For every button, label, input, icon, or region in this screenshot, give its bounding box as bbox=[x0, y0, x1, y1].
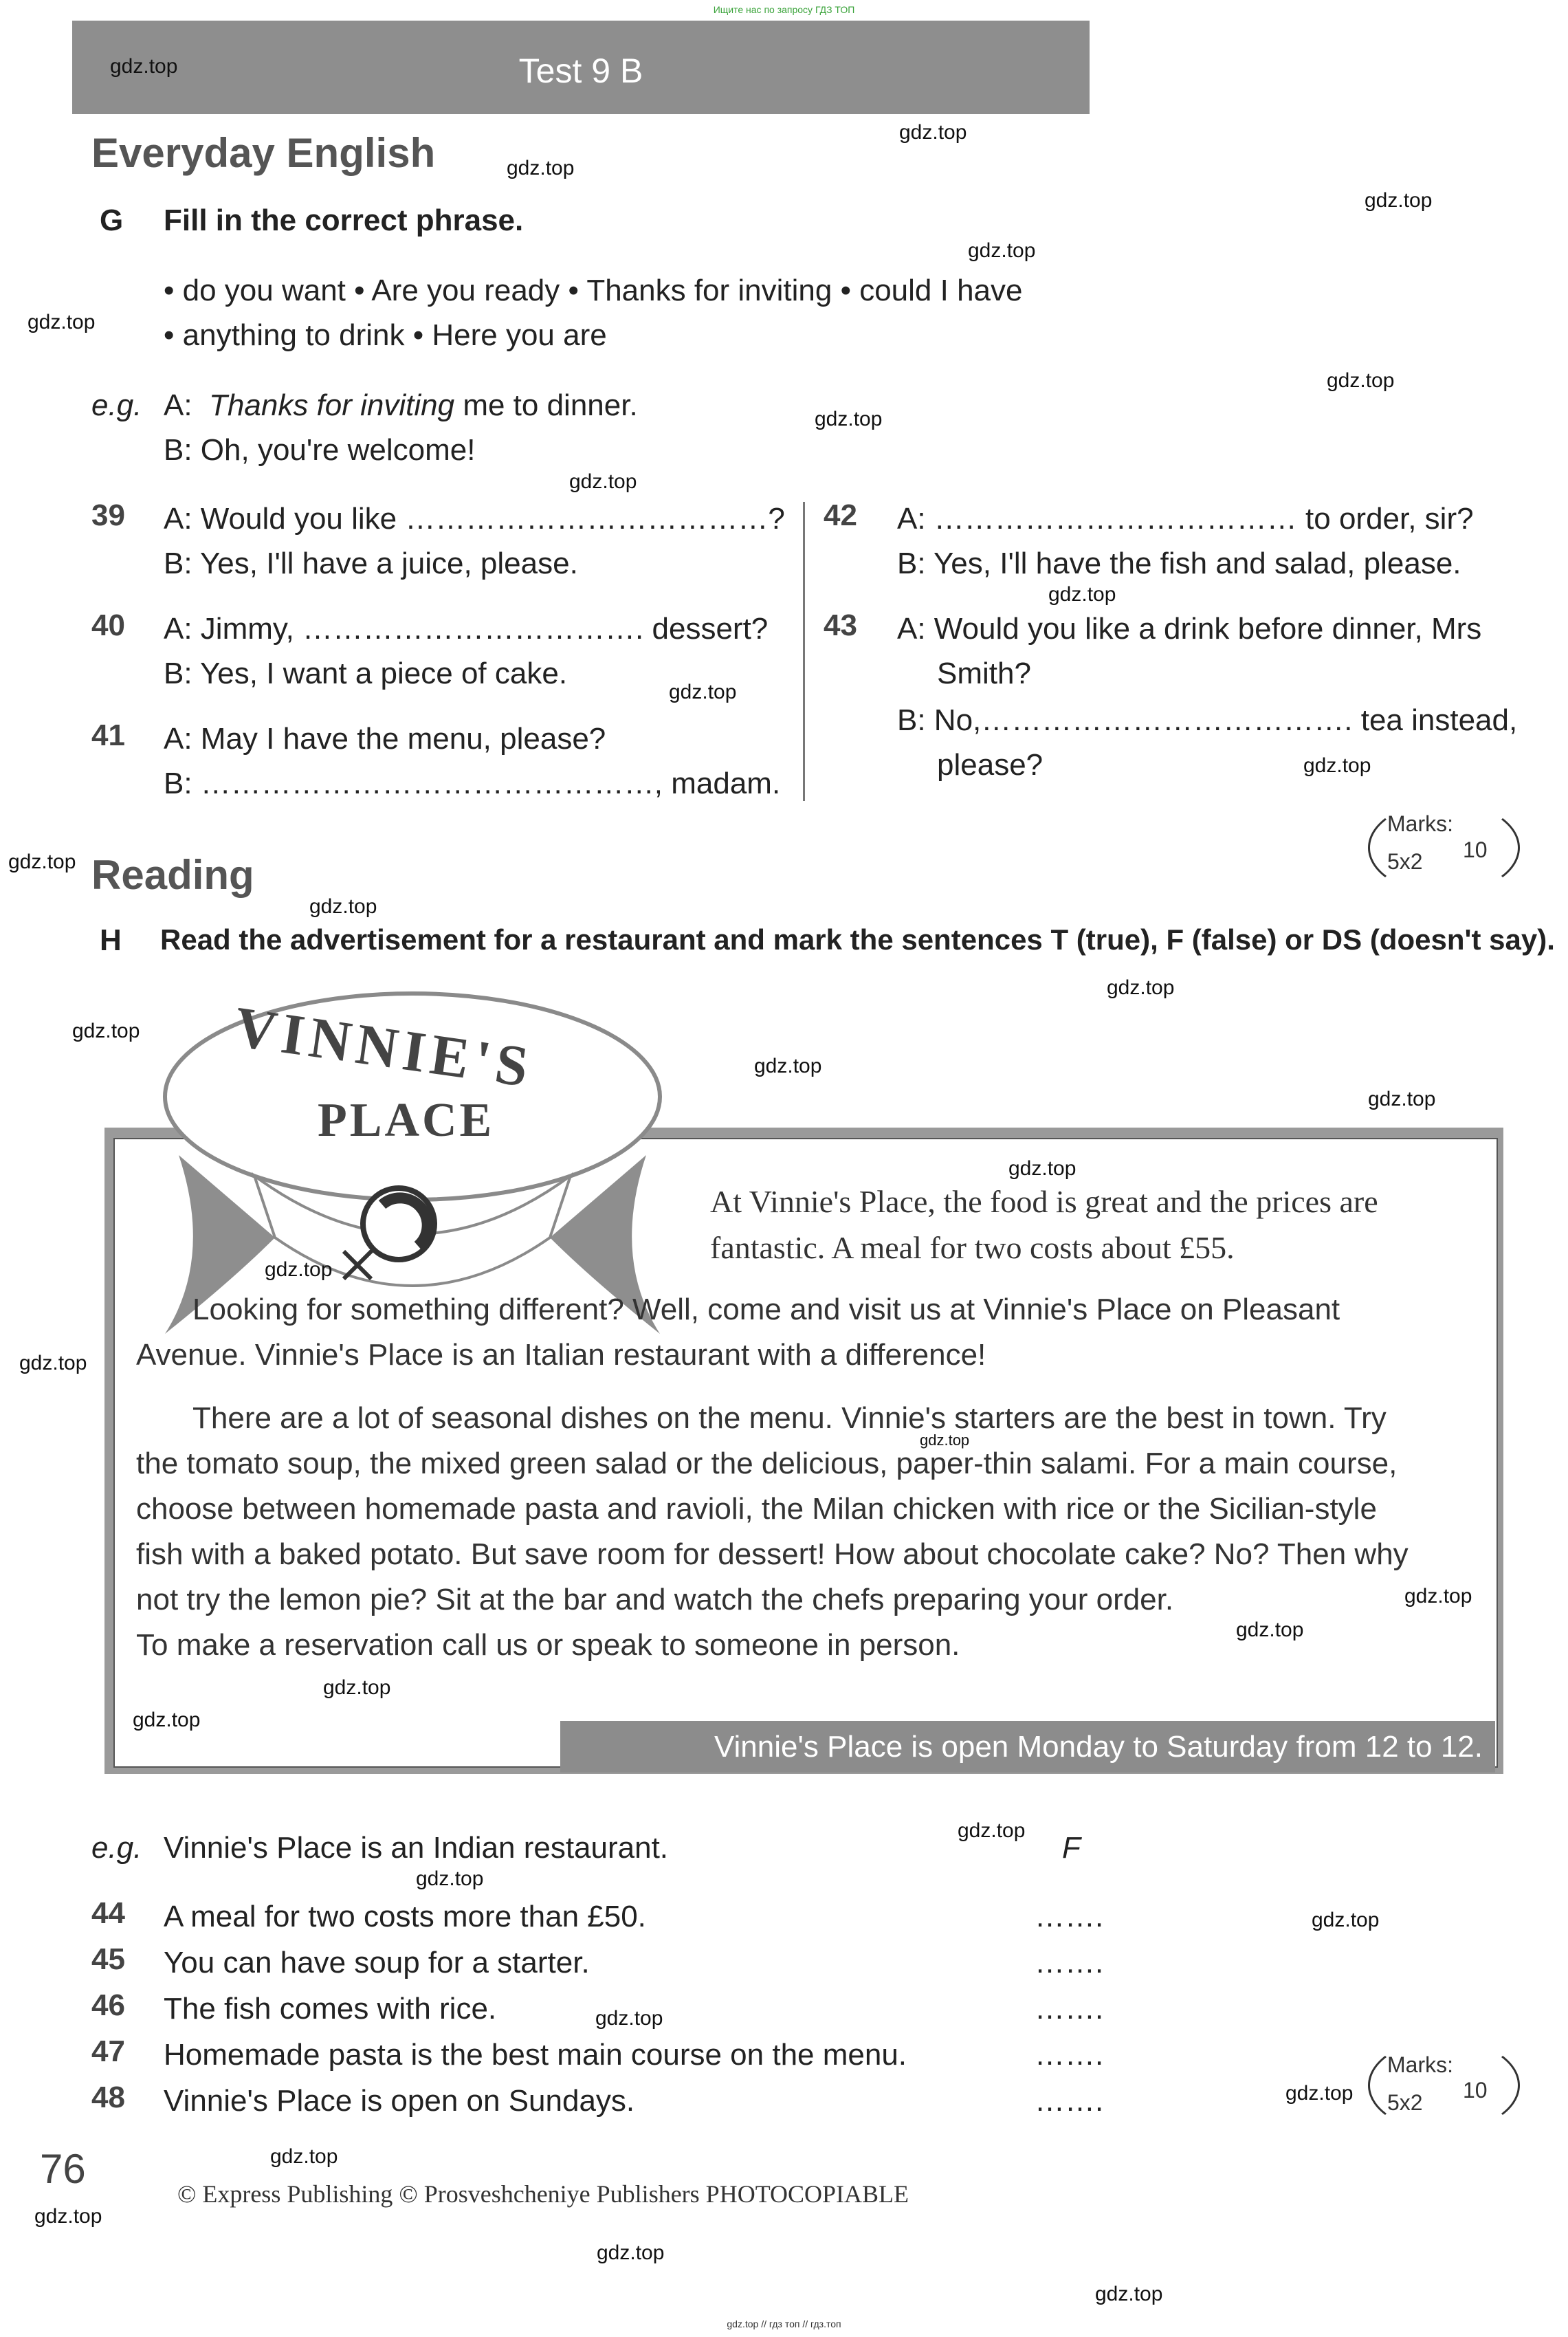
page-number: 76 bbox=[40, 2146, 86, 2192]
watermark: gdz.top bbox=[1404, 1585, 1472, 1608]
ad-paragraph-line: To make a reservation call us or speak to someone in person. bbox=[136, 1628, 960, 1662]
watermark: gdz.top bbox=[569, 470, 637, 493]
copyright-line: © Express Publishing © Prosveshcheniye Publishers PHOTOCOPIABLE bbox=[177, 2180, 909, 2208]
dialogue-line: A: Would you like a drink before dinner, Mrs bbox=[897, 612, 1482, 646]
example-statement: Vinnie's Place is an Indian restaurant. bbox=[164, 1831, 669, 1865]
watermark: gdz.top bbox=[1312, 1909, 1380, 1931]
question-text: Homemade pasta is the best main course on the menu. bbox=[164, 2038, 907, 2072]
ad-paragraph-line: the tomato soup, the mixed green salad or the delicious, paper-thin salami. For a main course, bbox=[136, 1447, 1398, 1480]
example-line-b: B: Oh, you're welcome! bbox=[164, 433, 476, 467]
watermark: gdz.top bbox=[958, 1819, 1026, 1842]
watermark: gdz.top bbox=[323, 1676, 391, 1699]
dialogue-line: A: ……………………………… to order, sir? bbox=[897, 502, 1474, 536]
watermark: gdz.top bbox=[1327, 369, 1395, 392]
marks-calc: 5x2 bbox=[1387, 849, 1423, 874]
watermark: gdz.top bbox=[669, 681, 737, 703]
logo-text-vinnies: VINNIE'S bbox=[230, 995, 538, 1100]
question-number: 47 bbox=[91, 2034, 125, 2068]
watermark: gdz.top bbox=[920, 1431, 970, 1449]
section-heading-everyday-english: Everyday English bbox=[91, 130, 436, 176]
watermark: gdz.top bbox=[110, 55, 178, 78]
watermark: gdz.top bbox=[754, 1055, 822, 1077]
question-number: 44 bbox=[91, 1896, 125, 1930]
example-line-a: A: Thanks for inviting me to dinner. bbox=[164, 388, 638, 422]
phrase-list-line-2: • anything to drink • Here you are bbox=[164, 318, 607, 352]
question-number: 45 bbox=[91, 1942, 125, 1976]
watermark: gdz.top bbox=[1095, 2283, 1163, 2305]
ad-paragraph-line: not try the lemon pie? Sit at the bar and watch the chefs preparing your order. bbox=[136, 1583, 1174, 1616]
marks-score: 10 bbox=[1463, 2078, 1488, 2103]
watermark: gdz.top bbox=[507, 157, 575, 179]
question-number: 46 bbox=[91, 1988, 125, 2022]
dialogue-line: B: No,………………………………. tea instead, bbox=[897, 703, 1518, 737]
task-instruction-g: Fill in the correct phrase. bbox=[164, 204, 524, 237]
example-label: e.g. bbox=[91, 1831, 142, 1865]
dialogue-line: A: Jimmy, ……………………………. dessert? bbox=[164, 612, 769, 646]
watermark: gdz.top bbox=[19, 1352, 87, 1374]
example-label: e.g. bbox=[91, 388, 142, 422]
ad-tagline-line: At Vinnie's Place, the food is great and the prices are bbox=[710, 1184, 1378, 1219]
watermark: gdz.top bbox=[1285, 2082, 1354, 2105]
dialogue-line: B: ………………………………………, madam. bbox=[164, 767, 781, 800]
answer-blank[interactable]: ……. bbox=[1035, 1900, 1104, 1933]
ad-paragraph-line: There are a lot of seasonal dishes on the menu. Vinnie's starters are the best in town. Try bbox=[192, 1401, 1387, 1435]
answer-blank[interactable]: ……. bbox=[1035, 1992, 1104, 2026]
dialogue-line: please? bbox=[937, 748, 1044, 782]
watermark: gdz.top bbox=[1107, 976, 1175, 999]
watermark: gdz.top bbox=[1048, 583, 1116, 606]
watermark: gdz.top bbox=[1236, 1619, 1304, 1641]
item-number: 43 bbox=[824, 608, 857, 642]
task-letter-h: H bbox=[100, 923, 122, 957]
watermark: gdz.top bbox=[899, 121, 967, 144]
watermark: gdz.top bbox=[72, 1020, 140, 1042]
marks-label: Marks: bbox=[1387, 811, 1453, 836]
opening-hours-bar: Vinnie's Place is open Monday to Saturday from 12 to 12. bbox=[560, 1721, 1495, 1773]
logo-text-place: PLACE bbox=[318, 1094, 495, 1147]
watermark: gdz.top bbox=[968, 239, 1036, 262]
test-header bbox=[72, 21, 1090, 114]
answer-blank[interactable]: ……. bbox=[1035, 2084, 1104, 2118]
top-note: Ищите нас по запросу ГДЗ ТОП bbox=[713, 4, 855, 15]
marks-score: 10 bbox=[1463, 837, 1488, 862]
answer-blank[interactable]: ……. bbox=[1035, 2038, 1104, 2072]
watermark: gdz.top bbox=[309, 895, 377, 918]
dialogue-line: B: Yes, I'll have a juice, please. bbox=[164, 547, 578, 580]
ad-paragraph-line: choose between homemade pasta and ravioli, the Milan chicken with rice or the Sicilian-style bbox=[136, 1492, 1377, 1526]
question-text: The fish comes with rice. bbox=[164, 1992, 497, 2026]
ad-tagline-line: fantastic. A meal for two costs about £55. bbox=[710, 1230, 1235, 1265]
dialogue-line: A: May I have the menu, please? bbox=[164, 722, 606, 756]
watermark: gdz.top bbox=[34, 2205, 102, 2228]
item-number: 42 bbox=[824, 498, 857, 532]
section-heading-reading: Reading bbox=[91, 852, 254, 898]
watermark: gdz.top bbox=[1303, 754, 1371, 777]
watermark: gdz.top bbox=[815, 408, 883, 430]
marks-calc: 5x2 bbox=[1387, 2090, 1423, 2115]
question-text: A meal for two costs more than £50. bbox=[164, 1900, 646, 1933]
bottom-note: gdz.top // гдз топ // гдз.топ bbox=[727, 2318, 841, 2329]
watermark: gdz.top bbox=[1368, 1088, 1436, 1110]
watermark: gdz.top bbox=[416, 1867, 484, 1890]
column-divider bbox=[803, 502, 805, 801]
dialogue-line: Smith? bbox=[937, 657, 1031, 690]
marks-label: Marks: bbox=[1387, 2052, 1453, 2077]
item-number: 39 bbox=[91, 498, 125, 532]
watermark: gdz.top bbox=[133, 1709, 201, 1731]
task-instruction-h: Read the advertisement for a restaurant and mark the sentences T (true), F (false) or DS (doesn't say). bbox=[160, 923, 1555, 956]
task-letter-g: G bbox=[100, 204, 124, 237]
answer-blank[interactable]: ……. bbox=[1035, 1946, 1104, 1979]
watermark: gdz.top bbox=[1365, 189, 1433, 212]
question-text: You can have soup for a starter. bbox=[164, 1946, 590, 1979]
item-number: 40 bbox=[91, 608, 125, 642]
dialogue-line: B: Yes, I'll have the fish and salad, please. bbox=[897, 547, 1461, 580]
ad-paragraph-line: fish with a baked potato. But save room for dessert! How about chocolate cake? No? Then why bbox=[136, 1537, 1409, 1571]
example-answer: F bbox=[1062, 1831, 1081, 1865]
watermark: gdz.top bbox=[8, 851, 76, 873]
watermark: gdz.top bbox=[1008, 1157, 1076, 1180]
watermark: gdz.top bbox=[595, 2007, 663, 2030]
watermark: gdz.top bbox=[265, 1258, 333, 1281]
dialogue-line: A: Would you like ………………………………? bbox=[164, 502, 785, 536]
watermark: gdz.top bbox=[27, 311, 96, 333]
ad-paragraph-line: Avenue. Vinnie's Place is an Italian restaurant with a difference! bbox=[136, 1338, 986, 1372]
dialogue-line: B: Yes, I want a piece of cake. bbox=[164, 657, 568, 690]
ad-paragraph-line: Looking for something different? Well, come and visit us at Vinnie's Place on Pleasant bbox=[192, 1293, 1340, 1326]
question-number: 48 bbox=[91, 2081, 125, 2114]
item-number: 41 bbox=[91, 718, 125, 752]
question-text: Vinnie's Place is open on Sundays. bbox=[164, 2084, 635, 2118]
watermark: gdz.top bbox=[597, 2241, 665, 2264]
phrase-list-line-1: • do you want • Are you ready • Thanks for inviting • could I have bbox=[164, 274, 1023, 307]
watermark: gdz.top bbox=[270, 2145, 338, 2168]
test-title: Test 9 B bbox=[518, 52, 643, 90]
